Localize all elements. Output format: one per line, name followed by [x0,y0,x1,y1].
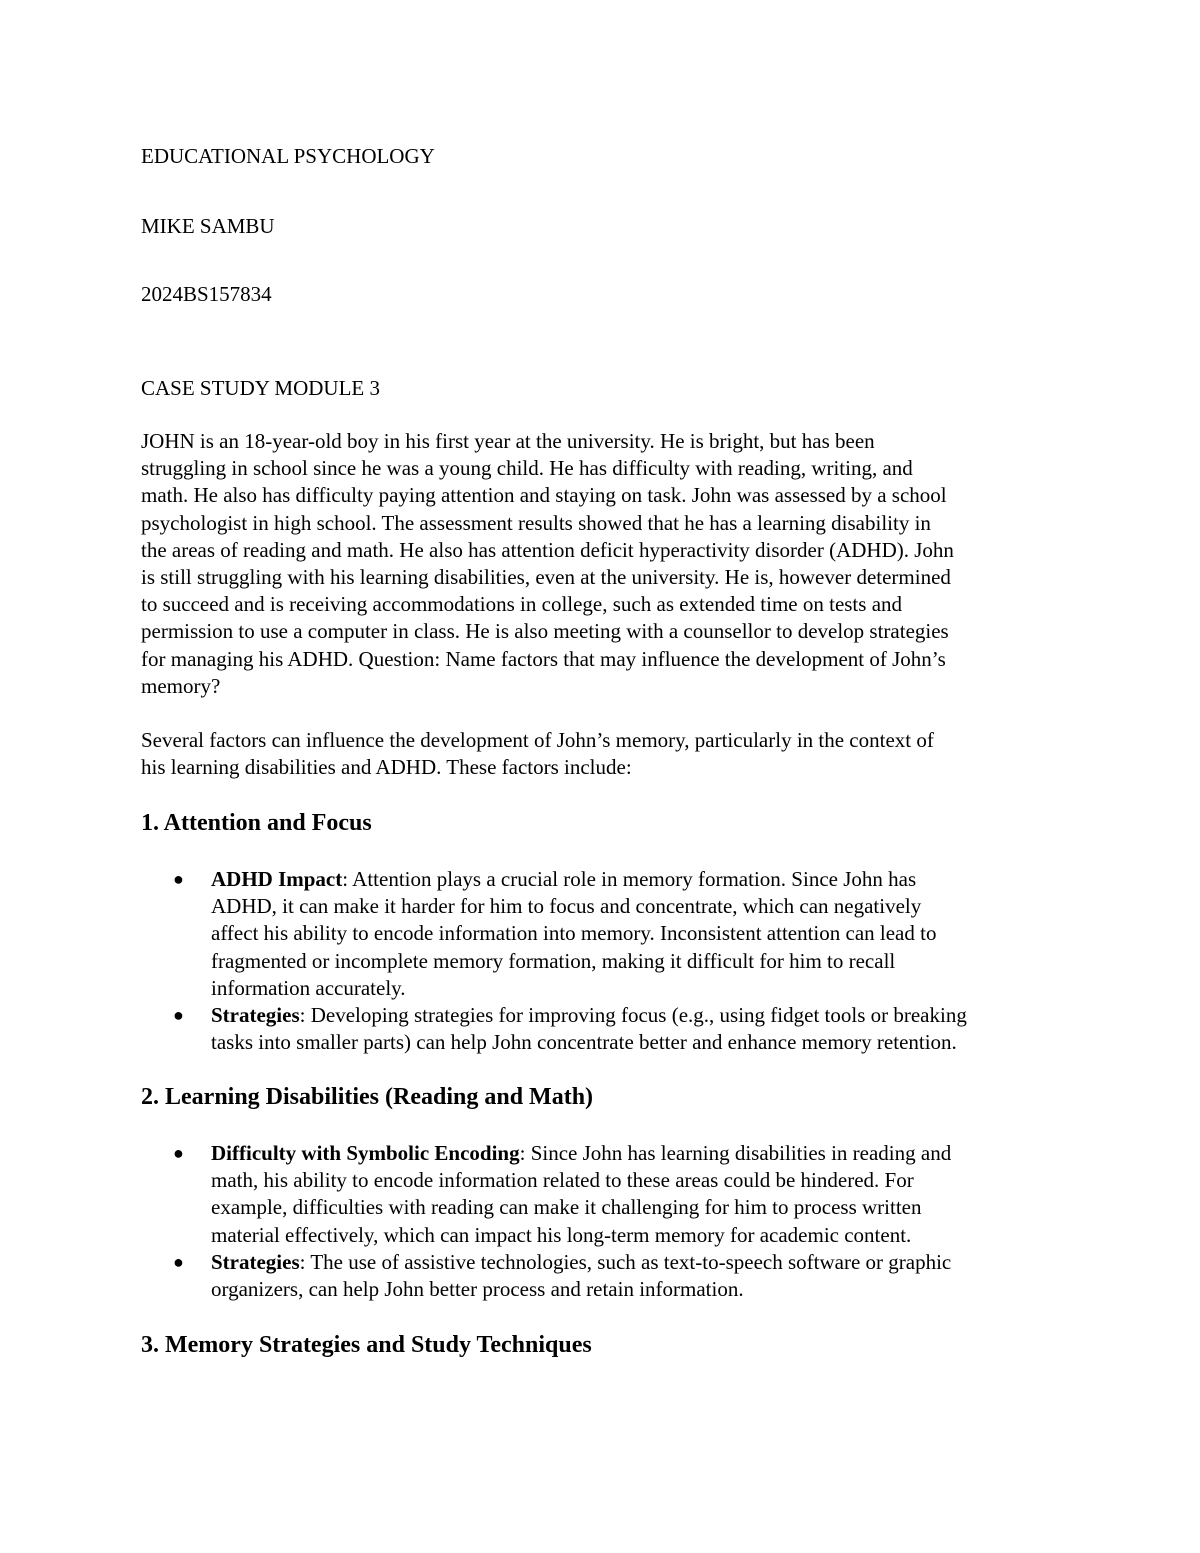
case-line: memory? [141,673,221,698]
case-line: JOHN is an 18-year-old boy in his first year at the university. He is bright, but has been [141,429,875,453]
section-heading-memory-strategies: 3. Memory Strategies and Study Techniques [141,1332,592,1358]
case-line: struggling in school since he was a young child. He has difficulty with reading, writing, and [141,456,913,481]
item-text: : The use of assistive technologies, such as text-to-speech software or graphic [299,1249,952,1274]
intro-paragraph [141,727,1071,781]
section-list-attention [141,866,1101,1056]
bullet-icon: ● [173,869,184,889]
item-text: information accurately. [211,975,406,1000]
case-line: permission to use a computer in class. He is also meeting with a counsellor to develop strategies [141,619,949,644]
item-text: material effectively, which can impact his long-term memory for academic content. [211,1222,912,1247]
case-line: math. He also has difficulty paying attention and staying on task. John was assessed by a school [141,483,947,508]
section-list-learning-disabilities [141,1140,1101,1303]
student-name: MIKE SAMBU [141,214,275,238]
list-item [141,1140,1101,1249]
course-title: EDUCATIONAL PSYCHOLOGY [141,144,435,168]
list-item [141,1002,1101,1056]
item-text: affect his ability to encode information into memory. Inconsistent attention can lead to [211,921,937,946]
item-term: Strategies [211,1249,300,1274]
bullet-icon: ● [173,1143,184,1163]
case-line: to succeed and is receiving accommodations in college, such as extended time on tests and [141,592,903,617]
module-title: CASE STUDY MODULE 3 [141,376,380,400]
item-text: math, his ability to encode information related to these areas could be hindered. For [211,1168,914,1193]
student-id: 2024BS157834 [141,282,272,306]
bullet-icon: ● [173,1251,184,1272]
item-term: ADHD Impact [211,867,343,891]
item-term: Difficulty with Symbolic Encoding [211,1141,520,1165]
case-line: for managing his ADHD. Question: Name factors that may influence the development of John’s [141,646,946,671]
item-text: fragmented or incomplete memory formation, making it difficult for him to recall [211,948,896,973]
item-text: organizers, can help John better process and retain information. [211,1277,744,1302]
case-line: is still struggling with his learning disabilities, even at the university. He is, however determined [141,565,951,590]
bullet-icon: ● [173,1005,184,1026]
item-text: : Developing strategies for improving focus (e.g., using fidget tools or breaking [299,1003,967,1028]
list-item [141,866,1101,1002]
item-text: ADHD, it can make it harder for him to focus and concentrate, which can negatively [211,894,922,919]
intro-line: Several factors can influence the development of John’s memory, particularly in the context of [141,728,934,752]
intro-line: his learning disabilities and ADHD. These factors include: [141,755,632,780]
item-text: : Since John has learning disabilities in reading and [519,1141,952,1165]
item-text: : Attention plays a crucial role in memory formation. Since John has [342,867,917,891]
section-heading-learning-disabilities: 2. Learning Disabilities (Reading and Math) [141,1084,594,1110]
list-item [141,1249,1101,1303]
case-line: psychologist in high school. The assessment results showed that he has a learning disability in [141,510,931,535]
case-paragraph [141,428,1071,700]
item-text: example, difficulties with reading can make it challenging for him to process written [211,1195,922,1220]
case-line: the areas of reading and math. He also has attention deficit hyperactivity disorder (ADHD). John [141,537,954,562]
item-term: Strategies [211,1003,300,1028]
item-text: tasks into smaller parts) can help John concentrate better and enhance memory retention. [211,1030,957,1055]
section-heading-attention: 1. Attention and Focus [141,810,372,836]
